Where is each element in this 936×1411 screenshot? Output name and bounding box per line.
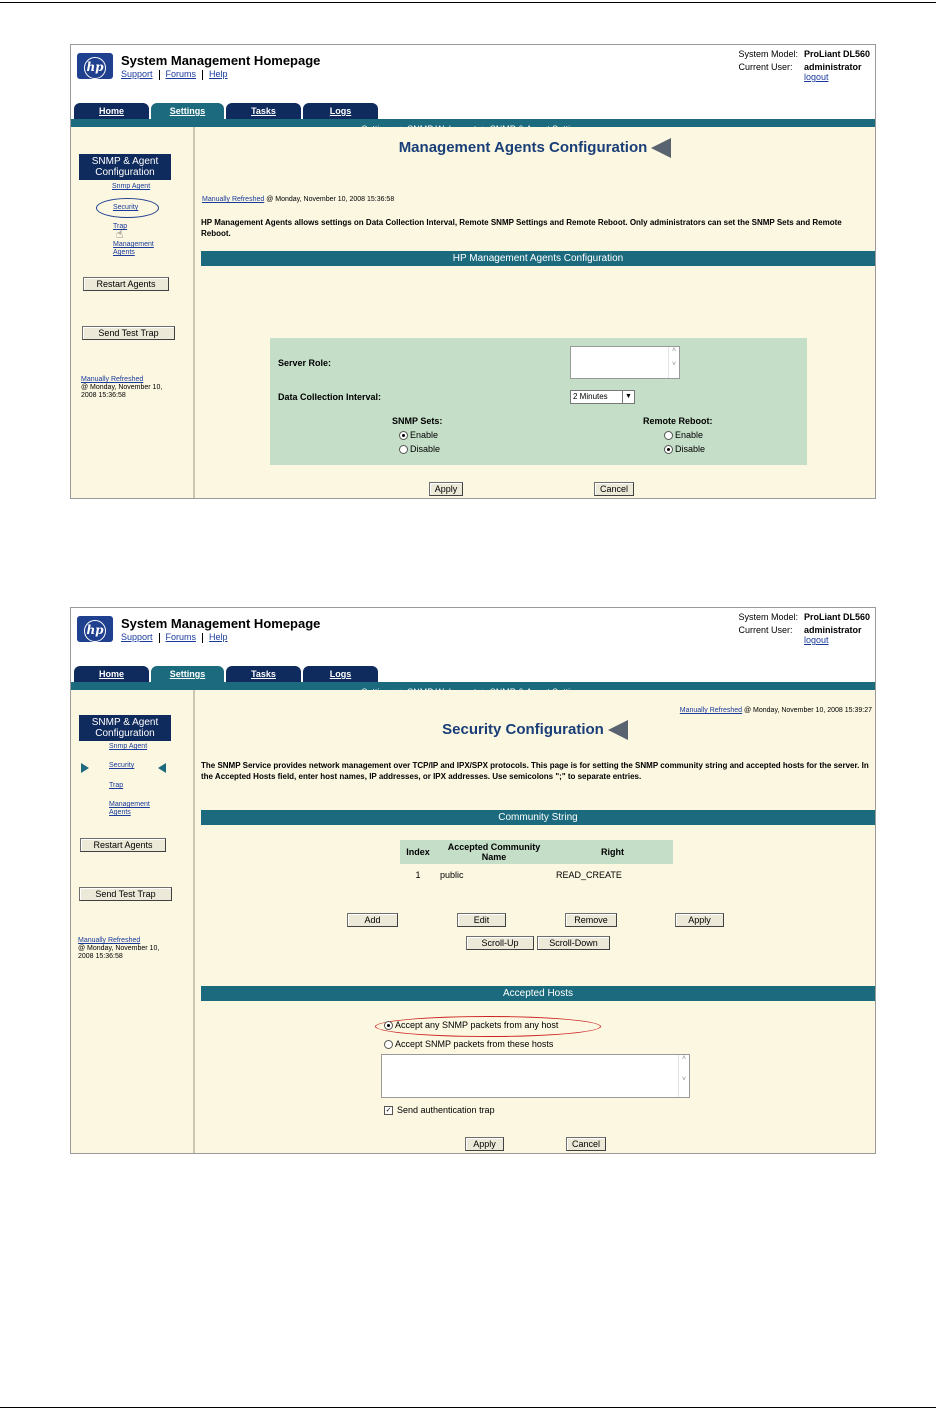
top-links [121, 632, 228, 643]
restart-agents-button[interactable]: Restart Agents [80, 838, 166, 852]
col-right: Right [552, 840, 673, 864]
sidebar-heading: SNMP & Agent Configuration [79, 715, 171, 741]
sidebar-item-management-agents[interactable]: Management Agents [113, 241, 154, 256]
help-arrow-icon[interactable] [651, 138, 671, 158]
snmp-sets-enable[interactable]: Enable [399, 430, 438, 440]
accept-any-host-radio[interactable]: Accept any SNMP packets from any host [384, 1020, 558, 1030]
sidebar-item-security[interactable]: Security [113, 204, 139, 211]
edit-button[interactable]: Edit [457, 913, 506, 927]
sidebar-item-trap[interactable]: Trap [109, 782, 124, 789]
scrollbar[interactable]: ˄ ˅ [668, 347, 679, 378]
sidebar [71, 127, 195, 498]
scroll-up-button[interactable]: Scroll-Up [466, 936, 534, 950]
support-link[interactable]: Support [121, 632, 153, 642]
radio-icon [384, 1021, 393, 1030]
send-test-trap-button[interactable]: Send Test Trap [82, 326, 175, 340]
system-model-value: ProLiant DL560 [803, 612, 870, 622]
sidebar-item-snmp-agent[interactable]: Snmp Agent [109, 743, 148, 750]
current-user-value: administrator [803, 62, 862, 72]
system-model-value: ProLiant DL560 [803, 49, 870, 59]
sidebar-item-management-agents[interactable]: Management Agents [109, 801, 150, 816]
page-title: Security Configuration [195, 720, 875, 740]
refresh-link[interactable]: Manually Refreshed [202, 196, 265, 203]
remote-reboot-disable[interactable]: Disable [664, 444, 705, 454]
system-model-label: System Model: [738, 49, 798, 59]
page-top-rule [0, 2, 936, 3]
scroll-down-button[interactable]: Scroll-Down [537, 936, 610, 950]
snmp-sets-disable[interactable]: Disable [399, 444, 440, 454]
remote-reboot-label: Remote Reboot: [643, 416, 713, 426]
tab-home[interactable]: Home [74, 666, 149, 682]
community-table [400, 840, 673, 882]
refresh-link[interactable]: Manually Refreshed [679, 707, 743, 714]
accepted-hosts-header: Accepted Hosts [201, 986, 875, 1001]
tab-home[interactable]: Home [74, 103, 149, 119]
page-description: HP Management Agents allows settings on Data Collection Interval, Remote SNMP Settings and Remote Reboot. Only administrators can set the SNMP Sets and Remote Reboot. [201, 218, 842, 238]
tab-tasks[interactable]: Tasks [226, 103, 301, 119]
arrow-right-icon [81, 763, 89, 773]
send-auth-trap-checkbox[interactable]: ✓ Send authentication trap [385, 1105, 495, 1115]
sidebar-item-security[interactable]: Security [109, 762, 135, 769]
tab-settings[interactable]: Settings [151, 666, 224, 682]
app-title: System Management Homepage [121, 616, 321, 631]
add-button[interactable]: Add [347, 913, 398, 927]
current-user-label: Current User: [738, 62, 793, 72]
radio-icon [664, 431, 673, 440]
tab-bar [71, 666, 875, 682]
community-string-header: Community String [201, 810, 875, 825]
apply-community-button[interactable]: Apply [675, 913, 724, 927]
remote-reboot-enable[interactable]: Enable [664, 430, 703, 440]
interval-label: Data Collection Interval: [278, 392, 382, 402]
system-model-label: System Model: [738, 612, 798, 622]
radio-icon [399, 431, 408, 440]
apply-button[interactable]: Apply [465, 1137, 504, 1151]
help-arrow-icon[interactable] [608, 720, 628, 740]
radio-icon [399, 445, 408, 454]
app-title: System Management Homepage [121, 53, 321, 68]
cancel-button[interactable]: Cancel [594, 482, 634, 496]
system-info [735, 49, 873, 85]
header [71, 45, 875, 103]
tab-tasks[interactable]: Tasks [226, 666, 301, 682]
forums-link[interactable]: Forums [165, 69, 197, 79]
logout-link[interactable]: logout [803, 635, 829, 645]
col-index: Index [400, 840, 436, 864]
sidebar-heading: SNMP & Agent Configuration [79, 154, 171, 180]
hand-cursor-icon: ☝ [116, 227, 124, 241]
sidebar-refresh-note: Manually Refreshed @ Monday, November 10, 2008 15:36:58 [78, 937, 160, 960]
page-bottom-rule [0, 1407, 936, 1408]
logout-link[interactable]: logout [803, 72, 829, 82]
main-panel [195, 127, 875, 498]
forums-link[interactable]: Forums [165, 632, 197, 642]
support-link[interactable]: Support [121, 69, 153, 79]
arrow-left-icon [158, 763, 166, 773]
hosts-input[interactable] [381, 1054, 690, 1098]
interval-select[interactable]: 2 Minutes ▼ [570, 390, 635, 404]
top-links [121, 69, 228, 80]
content-area [71, 127, 875, 498]
scrollbar[interactable]: ˄ ˅ [678, 1055, 689, 1097]
system-info [735, 612, 873, 648]
current-user-label: Current User: [738, 625, 793, 635]
refresh-note: Manually Refreshed @ Monday, November 10, 2008 15:36:58 [202, 196, 395, 203]
server-role-label: Server Role: [278, 358, 332, 368]
cancel-button[interactable]: Cancel [566, 1137, 606, 1151]
sidebar-item-snmp-agent[interactable]: Snmp Agent [112, 183, 151, 190]
help-link[interactable]: Help [209, 632, 228, 642]
sidebar-refresh-link[interactable]: Manually Refreshed [78, 937, 141, 944]
current-user-value: administrator [803, 625, 862, 635]
section-header: HP Management Agents Configuration [201, 251, 875, 266]
send-test-trap-button[interactable]: Send Test Trap [79, 887, 172, 901]
sidebar-refresh-link[interactable]: Manually Refreshed [81, 376, 144, 383]
table-row[interactable]: 1 public READ_CREATE [400, 864, 673, 882]
tab-bar [71, 103, 875, 119]
sidebar [71, 690, 195, 1153]
page-description: The SNMP Service provides network management over TCP/IP and IPX/SPX protocols. This page is for setting the SNMP community string and accepted hosts for the server. In the Accepted Hosts field, enter host names, IP addresses, or IPX addresses. Use semicolons ";" to separate entries. [201, 761, 869, 781]
checkmark-icon: ✓ [385, 1107, 392, 1115]
screenshot-management-agents [70, 44, 876, 499]
main-panel [195, 690, 875, 1153]
col-community-name: Accepted Community Name [436, 840, 552, 864]
remove-button[interactable]: Remove [565, 913, 617, 927]
screenshot-security-configuration [70, 607, 876, 1154]
restart-agents-button[interactable]: Restart Agents [83, 277, 169, 291]
header [71, 608, 875, 666]
config-form [270, 338, 807, 465]
accept-these-hosts-radio[interactable]: Accept SNMP packets from these hosts [384, 1039, 553, 1049]
tab-logs[interactable]: Logs [303, 666, 378, 682]
chevron-down-icon[interactable]: ▼ [622, 391, 634, 403]
tab-settings[interactable]: Settings [151, 103, 224, 119]
radio-icon [384, 1040, 393, 1049]
page-title: Management Agents Configuration [195, 138, 875, 158]
sidebar-item-trap[interactable]: Trap [113, 223, 128, 230]
server-role-input[interactable] [570, 346, 680, 379]
content-area [71, 690, 875, 1153]
apply-button[interactable]: Apply [429, 482, 463, 496]
hp-logo[interactable]: hp [77, 53, 113, 79]
hp-logo[interactable]: hp [77, 616, 113, 642]
help-link[interactable]: Help [209, 69, 228, 79]
snmp-sets-label: SNMP Sets: [392, 416, 443, 426]
radio-icon [664, 445, 673, 454]
tab-logs[interactable]: Logs [303, 103, 378, 119]
refresh-note: Manually Refreshed @ Monday, November 10, 2008 15:39:27 [679, 707, 872, 714]
sidebar-refresh-note: Manually Refreshed @ Monday, November 10, 2008 15:36:58 [81, 376, 163, 399]
